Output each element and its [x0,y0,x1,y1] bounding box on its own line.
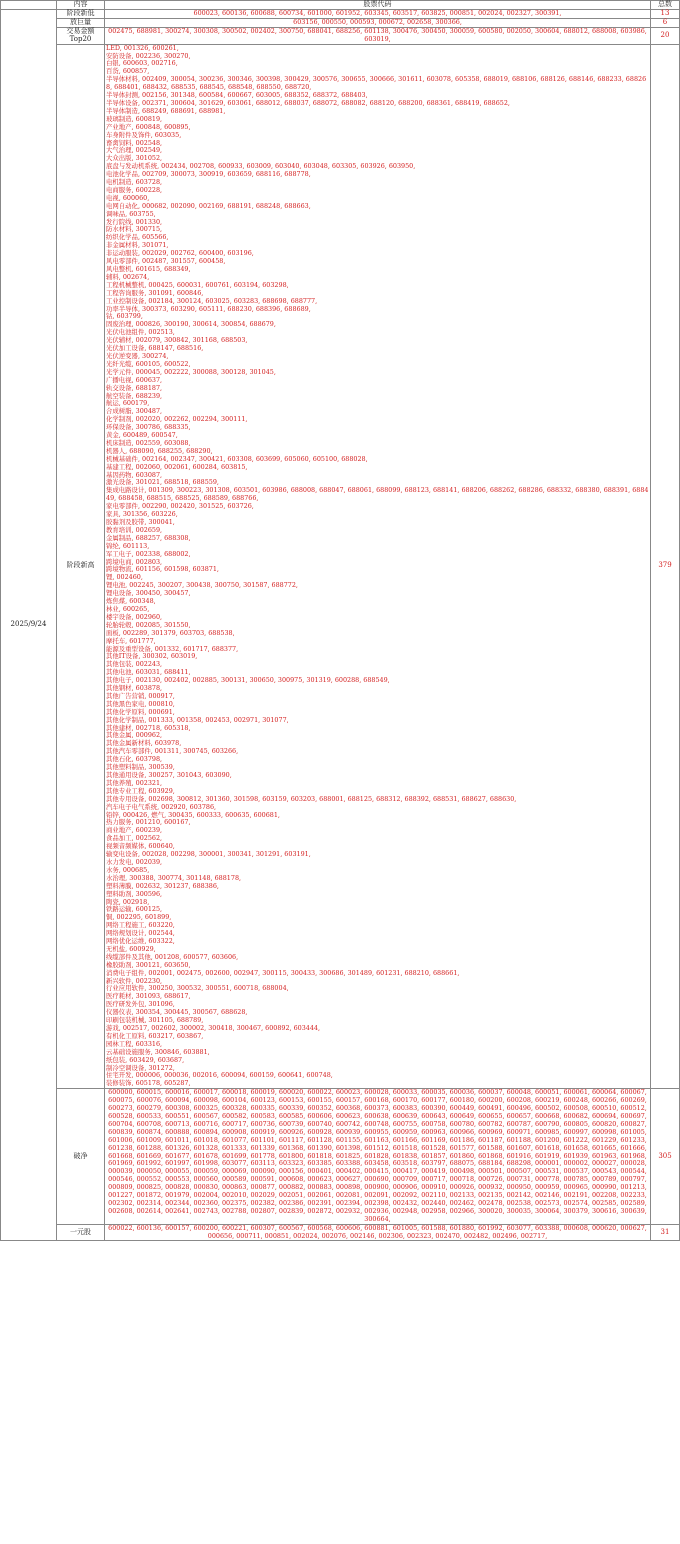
codes-one-yuan: 600022, 600136, 600157, 600200, 600221, 600307, 600567, 600568, 600606, 600881, 601005, 601588, 601880, 601992, 603077, 603388, 000608, 000620, 000627, 000656, 000711, 000851, 002024, 002076, 002146, 002306, 002323, 002470, 002482, 002496, 002717, [105,1224,651,1241]
industry-line: 其他塑料制品, 300539, [106,763,175,772]
industry-line: 消费电子组件, 002001, 002475, 002600, 002947, 300115, 300433, 300686, 301489, 601231, 688210, 688661, [106,968,460,977]
industry-line: 光伏辅材, 002079, 300842, 301168, 688503, [106,336,248,345]
row-below-net [1,1089,680,1224]
industry-line: 其他石化, 603798, [106,755,163,764]
industry-line: 园林工程, 603316, [106,1039,163,1048]
industry-line: 非金属材料, 301071, [106,241,169,250]
industry-line: 其他电池, 603031, 688411, [106,668,191,677]
industry-line: 网络工程施工, 603220, [106,921,175,930]
industry-line: 橡胶助剂, 300121, 603650, [106,960,191,969]
industry-line: 功率半导体, 300373, 603290, 605111, 688230, 688396, 688689, [106,304,311,313]
industry-line: 其他专业工程, 603929, [106,786,175,795]
industry-line: 行业应用软件, 300250, 300532, 300551, 600718, 688004, [106,984,289,993]
industry-line: 电网自动化, 000682, 002090, 002169, 688191, 688248, 688663, [106,201,311,210]
industry-line: 玻璃制造, 600819, [106,114,163,123]
industry-line: 固废治理, 000826, 300190, 300614, 300854, 688679, [106,320,276,329]
industry-line: 其他养殖, 002321, [106,778,163,787]
total-one-yuan: 31 [651,1224,680,1241]
row-top20 [1,27,680,44]
total-new-low: 13 [651,10,680,19]
industry-line: 有机化工原料, 603217, 603867, [106,1031,204,1040]
industry-line: 线缆部件及其他, 001208, 600577, 603606, [106,952,239,961]
industry-line: 激光设备, 301021, 688518, 688559, [106,478,219,487]
industry-line: 锂电设备, 300450, 300457, [106,589,191,598]
industry-line: 电商服务, 600228, [106,185,163,194]
industry-line: 其他通用设备, 300257, 301043, 603090, [106,771,232,779]
total-below-net: 305 [651,1089,680,1224]
industry-line: 网络优化运维, 603322, [106,937,175,946]
industry-line: 食品加工, 002562, [106,834,163,843]
industry-line: 炼焦煤, 600348, [106,597,156,606]
industry-line: 摩托车, 601777, [106,636,156,645]
industry-line: 其他汽车零部件, 001311, 300745, 603266, [106,747,239,756]
industry-line: 其他专用设备, 002698, 300812, 301360, 301598, 603159, 603203, 688001, 688125, 688312, 688392, 688531, 688627, 688630, [106,794,517,803]
industry-line: 军工电子, 002338, 688002, [106,549,191,558]
industry-line: 制冷空调设备, 301272, [106,1063,175,1072]
industry-line: 医疗研发外包, 301096, [106,1000,175,1009]
industry-line: 白银, 600603, 002716, [106,59,178,68]
total-new-high: 379 [651,44,680,1089]
industry-line: 塑料助剂, 300596, [106,889,163,898]
industry-line: 机床制造, 002559, 603088, [106,438,191,447]
codes-top20: 002475, 688981, 300274, 300308, 300502, 002402, 300750, 688041, 688256, 601138, 300476, 300450, 300059, 600580, 002050, 300604, 688012, 688008, 603986, 603019, [105,27,651,44]
row-one-yuan [1,1224,680,1241]
industry-line: 其他金属, 000962, [106,731,163,740]
industry-line: 其他电子, 002130, 002402, 002885, 300131, 300650, 300975, 301319, 600288, 688549, [106,676,390,685]
industry-line: 云基础设施服务, 300846, 603881, [106,1047,210,1056]
industry-line: 航运, 600179, [106,399,150,408]
industry-line: 其他广告营销, 000917, [106,691,175,700]
industry-line: 水治理, 300388, 300774, 301148, 688178, [106,873,242,882]
label-top20: 交易金额Top20 [57,27,105,44]
industry-line: 商业地产, 600239, [106,826,163,835]
industry-line: 工业控制设备, 002184, 300124, 603025, 603283, 688698, 688777, [106,296,318,305]
industry-line: 林业, 600265, [106,604,150,613]
industry-line: 风电整机, 601615, 688349, [106,265,191,273]
industry-line: 住宅开发, 000006, 000036, 002016, 600094, 600159, 600641, 600748, [106,1071,333,1080]
label-volume: 放巨量 [57,18,105,27]
industry-line: 仪器仪表, 300354, 300445, 300567, 688628, [106,1008,248,1017]
industry-line: 铜, 002295, 601899, [106,913,172,922]
industry-line: 其他IT设备, 300302, 603019, [106,652,198,661]
industry-line: 大气治理, 002549, [106,146,163,155]
industry-line: 基建工程, 002060, 002061, 600284, 603815, [106,462,248,471]
industry-line: 百货, 600857, [106,67,150,76]
industry-line: 光伏加工设备, 688147, 688516, [106,344,204,353]
industry-line: 金属制品, 688257, 688308, [106,533,191,542]
industry-line: 半导体封测, 002156, 301348, 600584, 600667, 603005, 688352, 688372, 688403, [106,91,368,100]
industry-line: 输变电设备, 002028, 002298, 300001, 300341, 301291, 603191, [106,850,311,859]
industry-line: 电机制造, 603728, [106,178,163,187]
industry-line: 塑料薄膜, 002632, 301237, 688386, [106,881,219,890]
label-below-net: 破净 [57,1089,105,1224]
header-codes: 股票代码 [105,1,651,10]
industry-line: 机器人, 688090, 688255, 688290, [106,446,213,455]
industry-line: 光纤光缆, 600105, 600522, [106,359,191,368]
industry-line: 车身附件及饰件, 603035, [106,130,182,139]
industry-line: 广播电视, 600637, [106,375,163,384]
industry-line: 工程机械整机, 000425, 600031, 600761, 603194, 603298, [106,280,289,289]
industry-line: 航空装备, 688239, [106,391,163,400]
industry-line: 其他黑色家电, 000810, [106,699,175,708]
industry-line: 铅锌, 000426, 燃气, 300435, 600333, 600635, 600681, [106,810,280,819]
industry-line: 视频音频媒体, 600640, [106,842,175,851]
industry-line: 轨交设备, 688187, [106,383,163,392]
header-date [1,1,57,10]
industry-line: 调味品, 603755, [106,209,156,218]
industry-line: 教育培训, 002659, [106,525,163,534]
industry-line: 基因药物, 603087, [106,470,163,479]
codes-new-low: 600023, 600136, 600688, 600734, 601000, 601952, 603345, 603517, 603825, 000851, 002024, 002327, 300391, [105,10,651,19]
industry-line: 网络规划设计, 002544, [106,929,175,938]
total-top20: 20 [651,27,680,44]
industry-line: 机械基础件, 002164, 002347, 300421, 603308, 603699, 605060, 605100, 688028, [106,454,368,463]
industry-line: 汽车电子电气系统, 002920, 603786, [106,802,217,811]
industry-line: 电池化学品, 002709, 300073, 300919, 603659, 688116, 688778, [106,170,311,179]
industry-line: 产业地产, 600848, 600895, [106,122,191,131]
industry-line: 面板, 002289, 301379, 603703, 688538, [106,628,235,637]
industry-line: 跨境电商, 002803, [106,557,163,566]
codes-new-high [105,44,651,1089]
industry-line: 家具, 301356, 603226, [106,510,178,519]
industry-line: 底盘与发动机系统, 002434, 002708, 600933, 603009, 603040, 603048, 603305, 603926, 603950, [106,162,416,171]
industry-line: 防水材料, 300715, [106,225,163,234]
industry-line: 黄金, 600489, 600547, [106,431,178,440]
industry-line: 热力服务, 001210, 600167, [106,818,191,827]
industry-line: 其他化学原料, 000691, [106,707,175,716]
industry-line: 楼宇设备, 002960, [106,612,163,621]
industry-line: 半导体制造, 688249, 688691, 688981, [106,106,226,115]
industry-line: 工程咨询服务, 301091, 600846, [106,288,204,297]
industry-line: 光伏电池组件, 002513, [106,328,175,337]
industry-line: 安防设备, 002236, 300270, [106,51,191,60]
industry-line: 纺织化学品, 605566, [106,233,169,242]
industry-line: 家电零部件, 002290, 002420, 301525, 603726, [106,502,254,511]
industry-line: 锂电池, 002245, 300207, 300438, 300750, 301587, 688772, [106,581,298,590]
industry-line: 畜禽饲料, 002548, [106,138,163,147]
industry-line: 半导体材料, 002409, 300054, 300236, 300346, 300398, 300429, 300576, 300655, 300666, 301611, 603078, 605358, 688019, 688106, 688126, 688146, 688233, 688268, 688401, 688432, 688535, 688545, 688548, 688550, 688720, [106,75,647,92]
industry-line: LED, 001326, 600261, [106,43,179,52]
industry-line: 陶瓷, 002918, [106,897,150,906]
industry-line: 光伏逆变器, 300274, [106,351,169,360]
industry-line: 光学元件, 000045, 002222, 300088, 300128, 301045, [106,367,276,376]
header-total: 总数 [651,1,680,10]
industry-line: 铁路运输, 600125, [106,905,163,914]
row-new-high [1,44,680,1089]
industry-line: 化学制剂, 002020, 002262, 002294, 300111, [106,415,248,424]
industry-line: 印刷包装机械, 301105, 688789, [106,1016,204,1025]
industry-line: 辅料, 002674, [106,272,150,281]
industry-line: 其他化学制品, 001333, 001358, 002453, 002971, 301077, [106,715,289,724]
industry-line: 电视, 600060, [106,193,150,202]
industry-line: 纸包装, 603429, 603687, [106,1055,185,1064]
codes-volume: 603156, 000550, 000593, 000672, 002658, 300366, [105,18,651,27]
industry-line: 装修装饰, 605178, 605287, [106,1079,191,1088]
industry-line: 无机盐, 600929, [106,944,156,953]
industry-line: 水力发电, 002039, [106,857,163,866]
industry-line: 胶黏剂及胶带, 300041, [106,518,175,526]
industry-line: 集成电路设计, 001309, 300223, 301308, 603501, 603986, 688008, 688047, 688061, 688099, 688123, 688141, 688206, 688262, 688286, 688332, 688380, 688391, 688449, 688458, 688515, 688525, 688589, 688766, [106,486,649,503]
industry-line: 合成树脂, 300487, [106,407,163,416]
total-volume: 6 [651,18,680,27]
label-new-high: 阶段新高 [57,44,105,1089]
industry-line: 半导体设备, 002371, 300604, 301629, 603061, 688012, 688037, 688072, 688082, 688120, 688200, 688361, 688419, 688652, [106,98,510,107]
date-cell: 2025/9/24 [1,10,57,1241]
industry-line: 锂, 002460, [106,573,143,582]
industry-line: 能源及重型设备, 001332, 601717, 688377, [106,644,239,653]
label-new-low: 阶段新低 [57,10,105,19]
industry-line: 新兴软件, 002230, [106,976,163,985]
codes-below-net: 600000, 600015, 600016, 600017, 600018, 600019, 600020, 600022, 600023, 600028, 600033, 600035, 600036, 600037, 600048, 600051, 600061, 600064, 600067, 600075, 600076, 600094, 600098, 600104, 600123, 600153, 600155, 600157, 600168, 600170, 600177, 600180, 600200, 600208, 600219, 600248, 600266, 600269, 600273, 600279, 600308, 600325, 600328, 600335, 600339, 600352, 600368, 600373, 600383, 600390, 600449, 600491, 600496, 600502, 600508, 600510, 600512, 600528, 600533, 600551, 600567, 600582, 600583, 600585, 600606, 600623, 600638, 600639, 600643, 600649, 600655, 600657, 600668, 600682, 600694, 600697, 600704, 600708, 600713, 600716, 600717, 600736, 600739, 600740, 600742, 600748, 600755, 600758, 600780, 600782, 600787, 600790, 600805, 600820, 600827, 600839, 600874, 600888, 600894, 600908, 600919, 600926, 600928, 600939, 600955, 600959, 600963, 600966, 600969, 600971, 600985, 600997, 600998, 601005, 601006, 601009, 601011, 601018, 601077, 601101, 601117, 601128, 601155, 601163, 601166, 601169, 601186, 601187, 601188, 601200, 601222, 601229, 601233, 601238, 601288, 601326, 601328, 601333, 601339, 601368, 601390, 601398, 601512, 601518, 601528, 601577, 601588, 601607, 601618, 601658, 601665, 601666, 601668, 601669, 601677, 601678, 601699, 601778, 601800, 601818, 601825, 601828, 601838, 601857, 601860, 601868, 601916, 601919, 601939, 601963, 601968, 601969, 601992, 601997, 601998, 603077, 603113, 603323, 603385, 603388, 603458, 603518, 603797, 688075, 688184, 688298, 000001, 000002, 000027, 000028, 000039, 000050, 000055, 000059, 000069, 000090, 000156, 000401, 000402, 000415, 000417, 000419, 000498, 000501, 000507, 000531, 000537, 000543, 000544, 000546, 000552, 000553, 000560, 000589, 000591, 000608, 000623, 000627, 000690, 000709, 000717, 000718, 000726, 000731, 000778, 000785, 000789, 000797, 000809, 000825, 000828, 000830, 000863, 000877, 000882, 000883, 000898, 000900, 000906, 000910, 000926, 000932, 000950, 000959, 000965, 000990, 001213, 001227, 001872, 001979, 002004, 002010, 002029, 002051, 002061, 002081, 002091, 002092, 002110, 002133, 002135, 002142, 002146, 002191, 002208, 002233, 002302, 002314, 002344, 002360, 002375, 002382, 002386, 002391, 002394, 002398, 002432, 002440, 002462, 002478, 002538, 002573, 002574, 002585, 002589, 002608, 002614, 002641, 002743, 002788, 002807, 002839, 002872, 002932, 002936, 002948, 002958, 002966, 300020, 300035, 300064, 300379, 300616, 300639, 300664, [105,1089,651,1224]
industry-line: 水务, 000685, [106,865,150,874]
industry-line: 轮胎轮毂, 002085, 301550, [106,620,191,629]
industry-line: 环保设备, 300786, 688335, [106,423,191,432]
industry-line: 大众出版, 301052, [106,154,163,163]
industry-line: 非运动服装, 002029, 002762, 600400, 603196, [106,249,254,258]
row-volume [1,18,680,27]
industry-line: 医疗耗材, 301093, 688617, [106,992,191,1001]
industry-line: 其他建材, 002718, 605318, [106,723,191,732]
industry-line: 其他金属新材料, 603978, [106,739,182,748]
industry-line: 发行院线, 001330, [106,217,163,226]
industry-line: 游戏, 002517, 002602, 300002, 300418, 300467, 600892, 603444, [106,1024,321,1032]
industry-line: 钴, 603799, [106,312,143,321]
industry-line: 锦纶, 601113, [106,541,150,550]
industry-line: 跨境物流, 601156, 601598, 603871, [106,565,219,574]
industry-line: 其他钢材, 603878, [106,684,163,693]
industry-line: 其他包装, 002243, [106,660,163,669]
industry-line: 风电零部件, 002487, 301557, 600458, [106,257,226,266]
header-content: 内容 [57,1,105,10]
label-one-yuan: 一元股 [57,1224,105,1241]
